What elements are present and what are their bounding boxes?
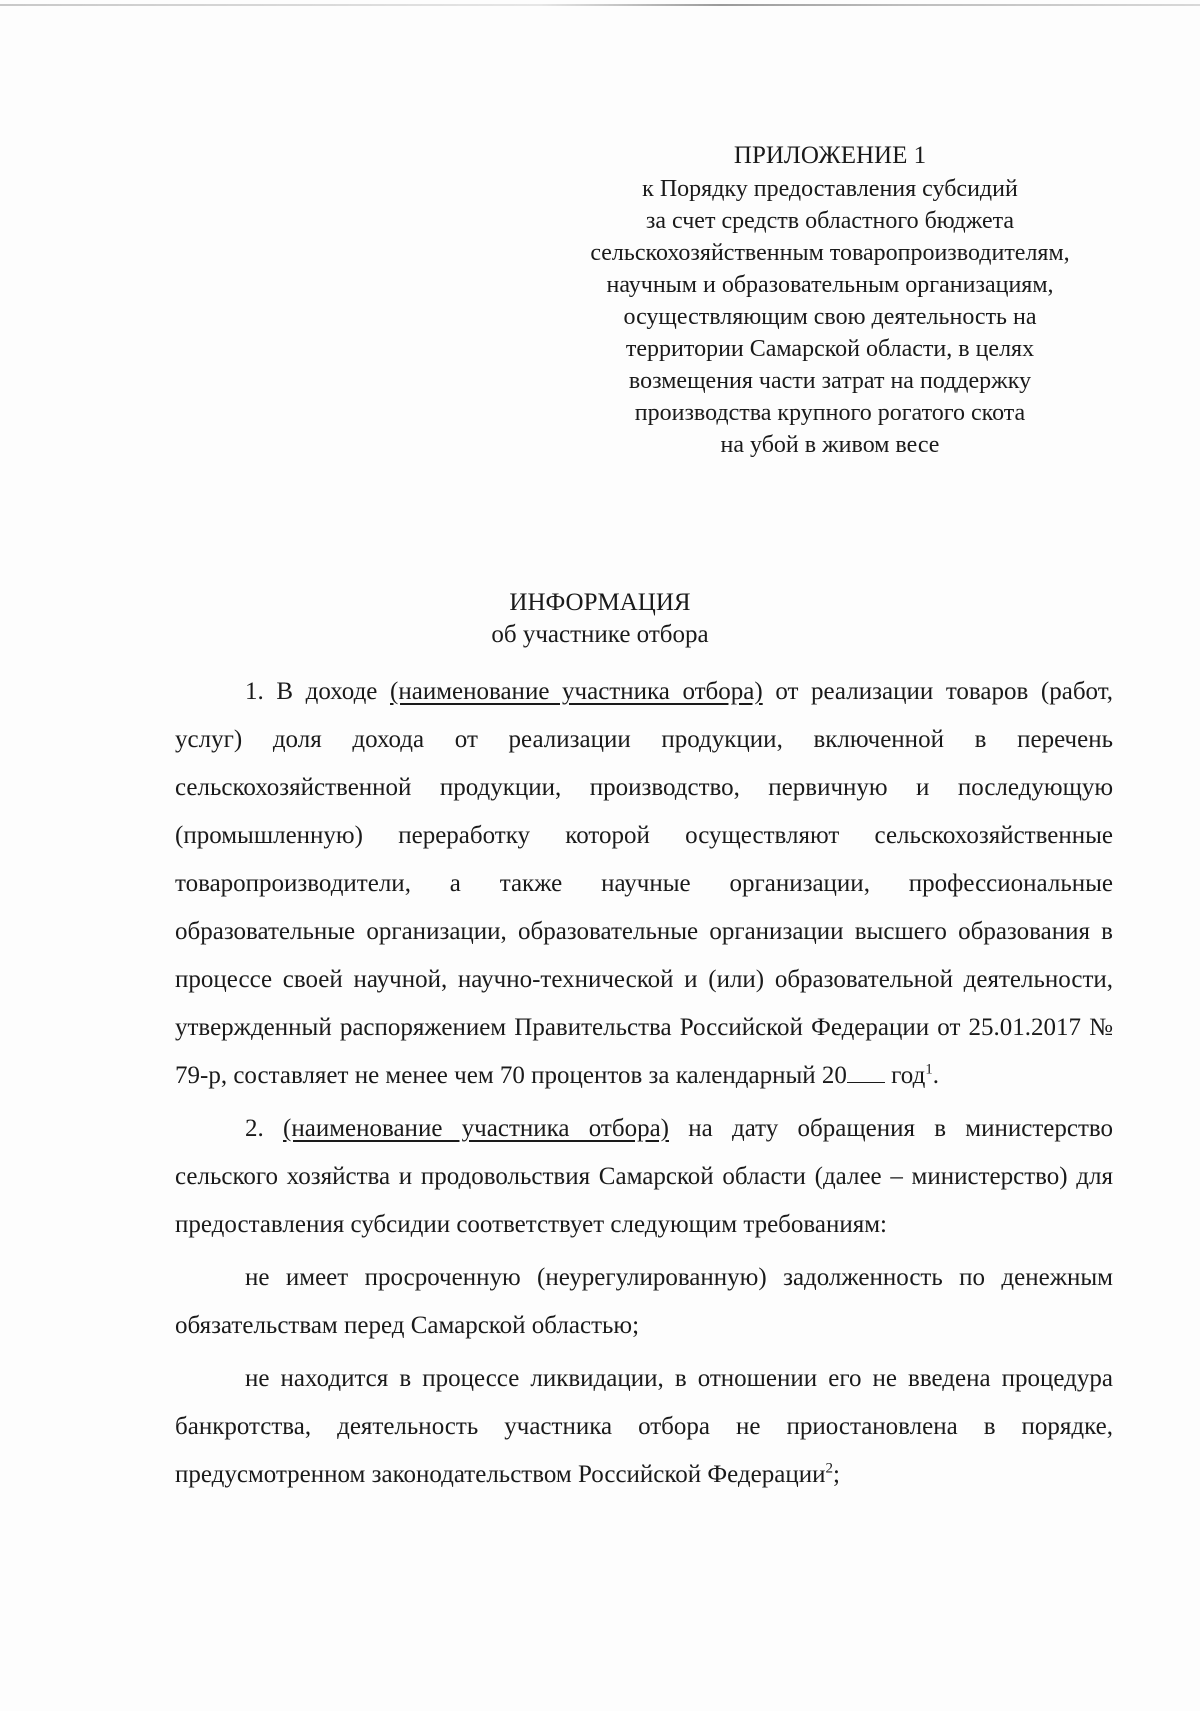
document-body [175, 668, 1113, 1504]
appendix-line: территории Самарской области, в целях [625, 336, 1035, 362]
paragraph-3 [175, 1254, 1113, 1350]
info-title: ИНФОРМАЦИЯ [509, 589, 691, 616]
footnote-2-marker: 2 [825, 1460, 833, 1477]
appendix-line: научным и образовательным организациям, [606, 272, 1054, 298]
appendix-title: ПРИЛОЖЕНИЕ 1 [733, 142, 927, 169]
paragraph-4-text: не находится в процессе ликвидации, в отношении его не введена процедура банкротства, деятельность участника отбора не приостановлена в порядке, предусмотренном законодательством Российской Федерации [175, 1365, 1113, 1488]
appendix-line: производства крупного рогатого скота [634, 400, 1026, 426]
paragraph-1-end: . [932, 1062, 940, 1089]
info-heading [0, 587, 1200, 651]
info-subtitle: об участнике отбора [491, 621, 709, 648]
footnote-1-marker: 1 [925, 1061, 933, 1078]
appendix-line: сельскохозяйственным товаропроизводителям, [590, 240, 1070, 266]
participant-name-placeholder: (наименование участника отбора) [390, 678, 763, 705]
appendix-line: возмещения части затрат на поддержку [628, 368, 1032, 394]
appendix-line: на убой в живом весе [720, 432, 940, 458]
participant-name-placeholder: (наименование участника отбора) [283, 1115, 669, 1142]
paragraph-3-text: не имеет просроченную (неурегулированную) задолженность по денежным обязательствам перед Самарской областью; [175, 1264, 1113, 1339]
appendix-header [510, 140, 1150, 461]
paragraph-4-end: ; [832, 1461, 840, 1488]
paragraph-2-prefix: 2. [245, 1115, 284, 1142]
year-blank [847, 1062, 885, 1083]
appendix-line: за счет средств областного бюджета [645, 208, 1015, 234]
paragraph-1 [175, 668, 1113, 1100]
appendix-line: осуществляющим свою деятельность на [623, 304, 1037, 330]
paragraph-1-suffix: год [884, 1062, 926, 1089]
scan-edge-line [0, 4, 1200, 6]
paragraph-1-prefix: 1. В доходе [245, 678, 391, 705]
appendix-line: к Порядку предоставления субсидий [642, 176, 1018, 202]
paragraph-4 [175, 1355, 1113, 1499]
paragraph-2-text: на дату обращения в министерство сельского хозяйства и продовольствия Самарской области (далее – министерство) для предоставления субсидии соответствует следующим требованиям: [175, 1115, 1114, 1238]
paragraph-1-text: от реализации товаров (работ, услуг) доля дохода от реализации продукции, включенной в перечень сельскохозяйственной продукции, производство, первичную и последующую (промышленную) переработку которой осуществляют сельскохозяйственные товаропроизводители, а также научные организации, профессиональные образовательные организации, образовательные организации высшего образования в процессе своей научной, научно-технической и (или) образовательной деятельности, утвержденный распоряжением Правительства Российской Федерации от 25.01.2017 № 79-р, составляет не менее чем 70 процентов за календарный 20 [175, 678, 1114, 1089]
paragraph-2 [175, 1105, 1113, 1249]
